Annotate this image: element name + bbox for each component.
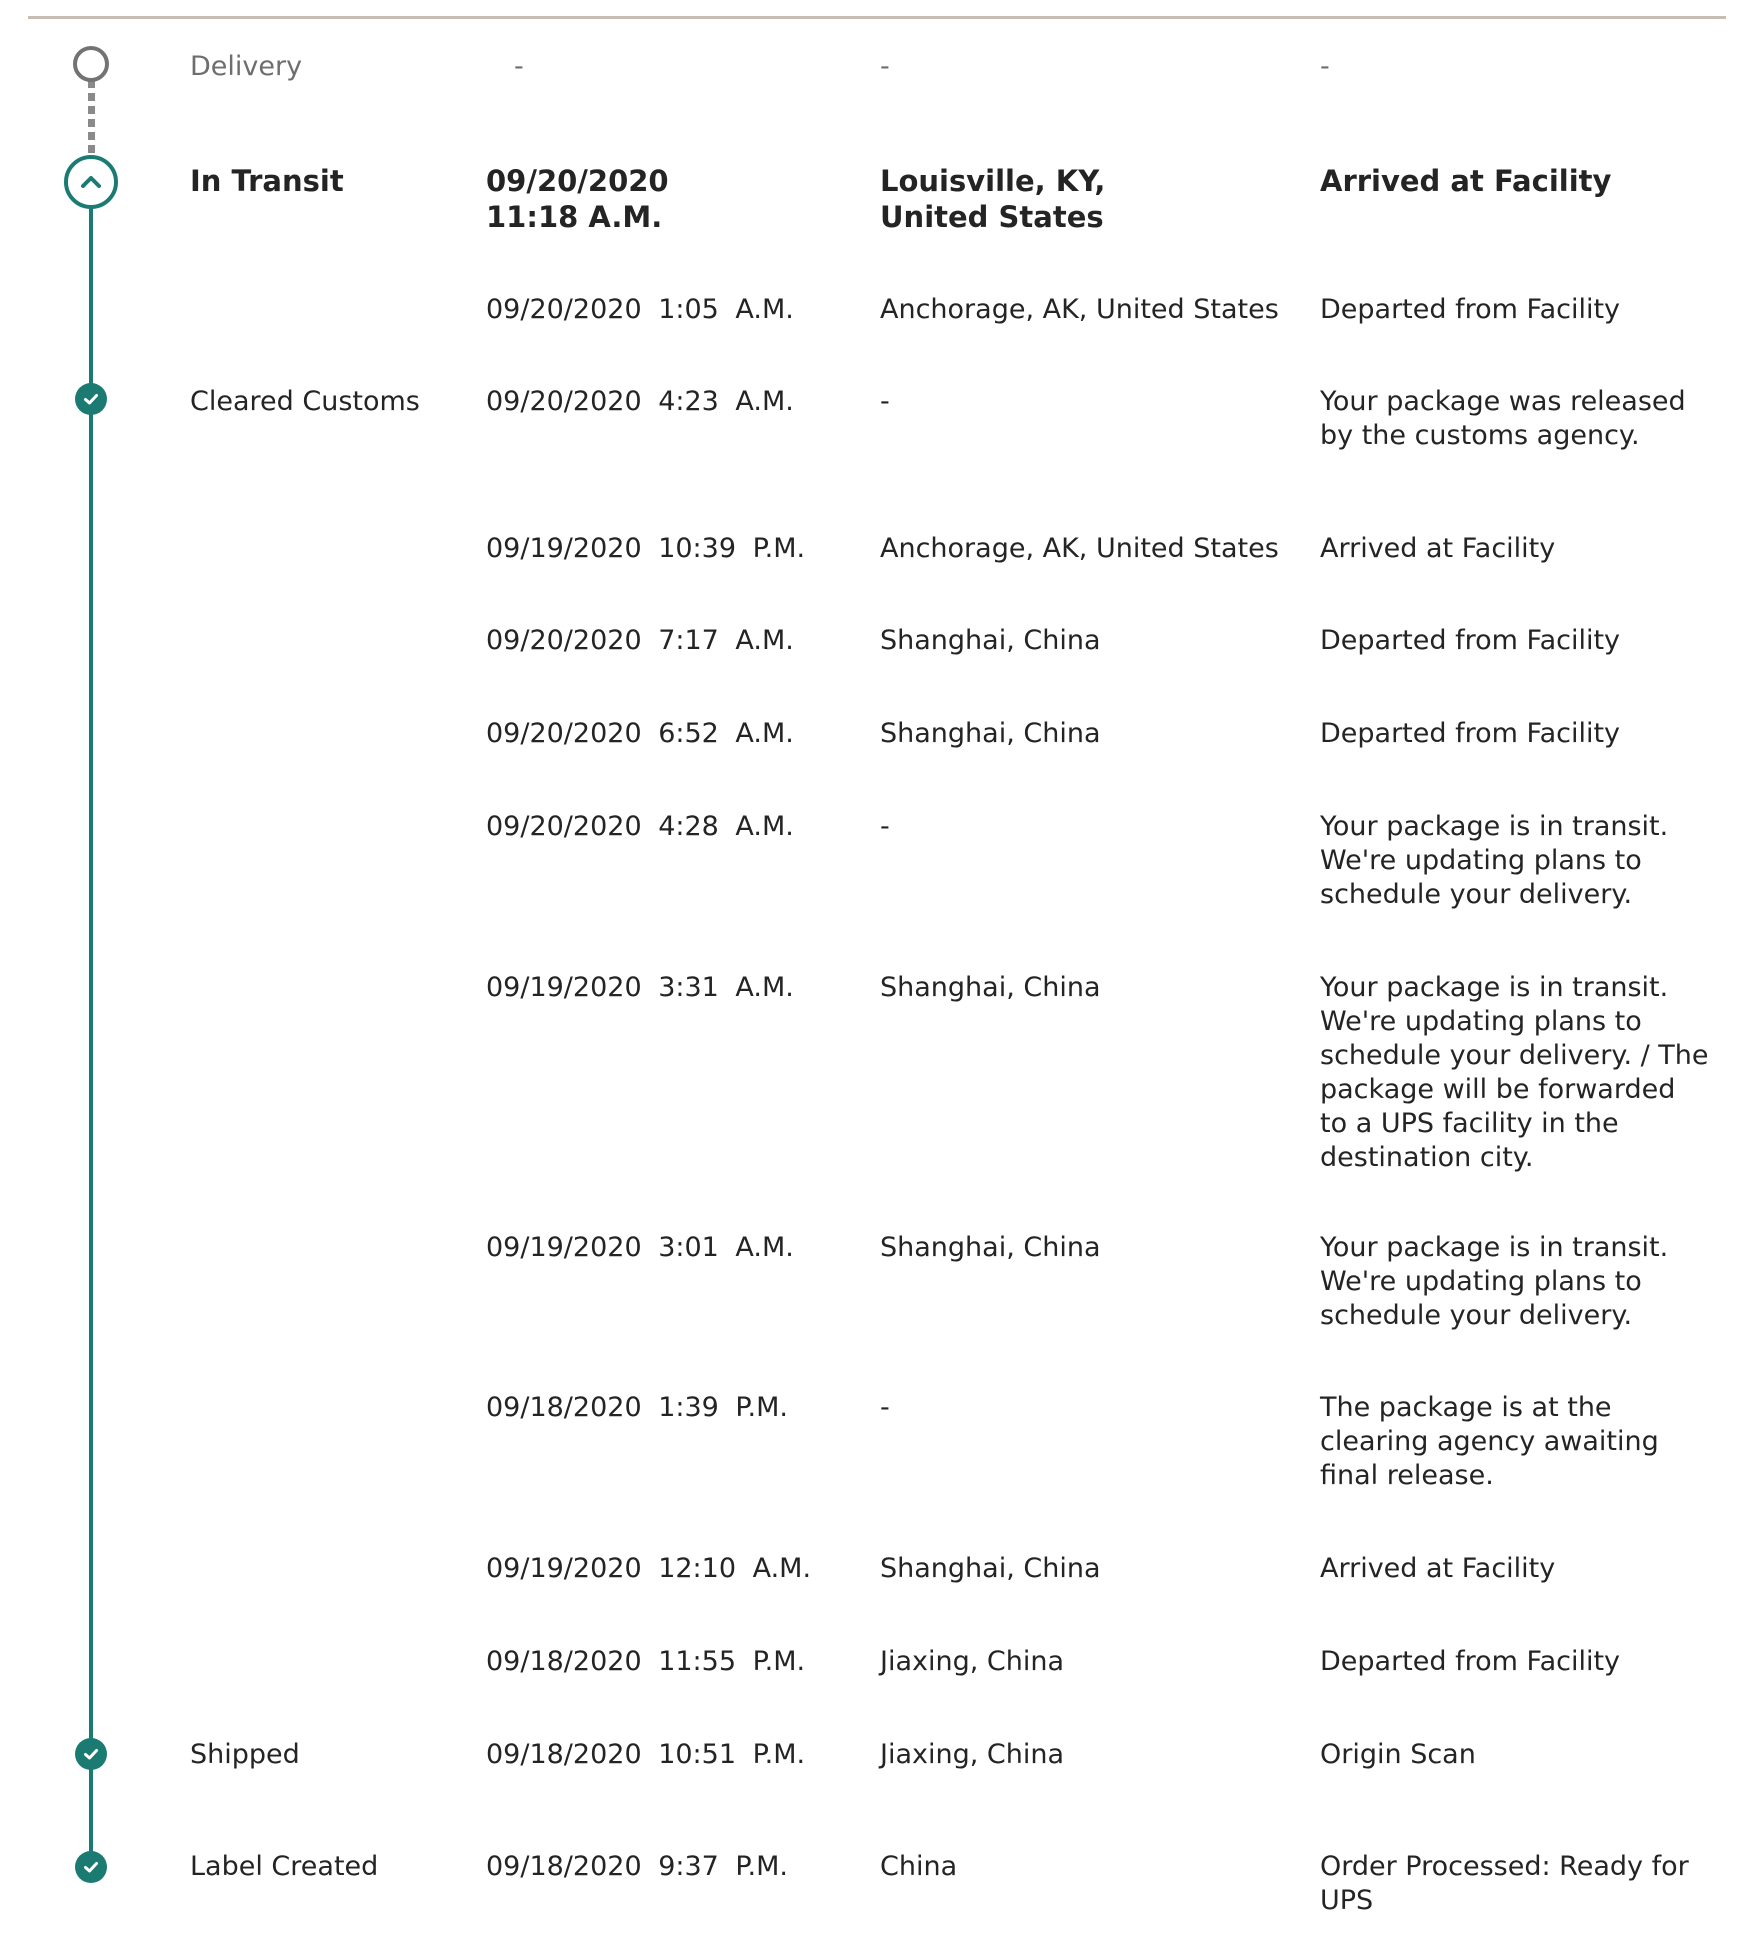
event-location: Anchorage, AK, United States	[880, 533, 1279, 564]
event-datetime: 09/18/2020 9:37 P.M.	[486, 1851, 788, 1882]
event-activity: Arrived at Facility	[1320, 1553, 1556, 1584]
event-location: Shanghai, China	[880, 1553, 1101, 1584]
event-datetime: 09/19/2020 10:39 P.M.	[486, 533, 806, 564]
milestone-datetime	[486, 163, 866, 235]
chevron-up-circle-icon[interactable]	[64, 155, 118, 209]
event-datetime: 09/20/2020 6:52 A.M.	[486, 718, 794, 749]
milestone-status: Delivery	[190, 51, 303, 82]
milestone-activity: Arrived at Facility	[1320, 164, 1612, 198]
event-activity: Departed from Facility	[1320, 1646, 1621, 1677]
event-datetime: 09/19/2020 12:10 A.M.	[486, 1553, 812, 1584]
milestone-date: -	[514, 51, 524, 82]
timeline-progress-line	[89, 205, 93, 1867]
event-activity: The package is at the clearing agency awaiting final release.	[1320, 1392, 1659, 1491]
checkmark-icon	[82, 390, 100, 408]
event-activity: Departed from Facility	[1320, 294, 1621, 325]
chevron-up-icon	[78, 169, 104, 195]
event-activity: Departed from Facility	[1320, 718, 1621, 749]
event-location: Shanghai, China	[880, 625, 1101, 656]
event-location: -	[880, 811, 890, 842]
event-datetime: 09/20/2020 4:28 A.M.	[486, 811, 794, 842]
event-datetime: 09/19/2020 3:31 A.M.	[486, 972, 794, 1003]
event-status: Shipped	[190, 1739, 300, 1770]
event-location: Shanghai, China	[880, 972, 1101, 1003]
empty-circle-icon	[73, 46, 109, 82]
event-activity: Your package is in transit. We're updating plans to schedule your delivery.	[1320, 1232, 1669, 1331]
event-location: Shanghai, China	[880, 718, 1101, 749]
event-location: -	[880, 386, 890, 417]
milestone-time: 11:18 A.M.	[486, 200, 663, 234]
event-activity: Your package is in transit. We're updating plans to schedule your delivery. / The package will be forwarded to a UPS facility in the destination city.	[1320, 972, 1709, 1173]
event-activity: Origin Scan	[1320, 1739, 1476, 1770]
event-location: Jiaxing, China	[880, 1646, 1065, 1677]
event-datetime: 09/20/2020 1:05 A.M.	[486, 294, 794, 325]
event-datetime: 09/20/2020 7:17 A.M.	[486, 625, 794, 656]
event-activity: Order Processed: Ready for UPS	[1320, 1851, 1689, 1916]
event-status: Cleared Customs	[190, 386, 420, 417]
event-activity: Your package was released by the customs agency.	[1320, 386, 1686, 451]
milestone-location: -	[880, 51, 890, 82]
event-datetime: 09/19/2020 3:01 A.M.	[486, 1232, 794, 1263]
milestone-location: Louisville, KY, United States	[880, 164, 1106, 234]
checkmark-icon	[82, 1745, 100, 1763]
event-status: Label Created	[190, 1851, 379, 1882]
event-datetime: 09/18/2020 11:55 P.M.	[486, 1646, 806, 1677]
event-datetime: 09/18/2020 10:51 P.M.	[486, 1739, 806, 1770]
event-location: Jiaxing, China	[880, 1739, 1065, 1770]
milestone-status: In Transit	[190, 164, 344, 198]
event-location: -	[880, 1392, 890, 1423]
event-datetime: 09/20/2020 4:23 A.M.	[486, 386, 794, 417]
event-activity: Your package is in transit. We're updating plans to schedule your delivery.	[1320, 811, 1669, 910]
event-activity: Arrived at Facility	[1320, 533, 1556, 564]
event-location: Shanghai, China	[880, 1232, 1101, 1263]
milestone-date: 09/20/2020	[486, 164, 669, 198]
checkmark-icon	[82, 1858, 100, 1876]
checkmark-circle-icon	[75, 1851, 107, 1883]
checkmark-circle-icon	[75, 383, 107, 415]
top-divider	[28, 16, 1726, 19]
timeline-pending-connector	[88, 80, 95, 158]
event-location: China	[880, 1851, 958, 1882]
event-datetime: 09/18/2020 1:39 P.M.	[486, 1392, 788, 1423]
checkmark-circle-icon	[75, 1738, 107, 1770]
event-location: Anchorage, AK, United States	[880, 294, 1279, 325]
event-activity: Departed from Facility	[1320, 625, 1621, 656]
milestone-activity: -	[1320, 51, 1330, 82]
